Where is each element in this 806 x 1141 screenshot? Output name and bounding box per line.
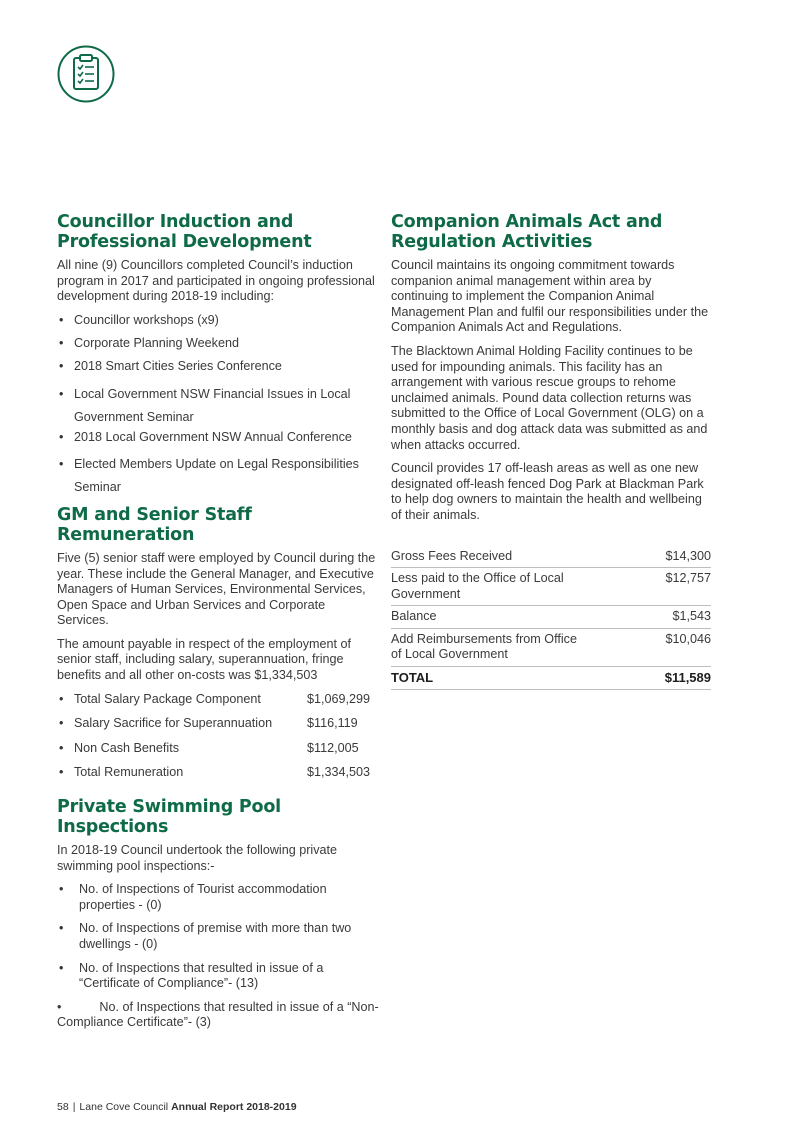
list-item: • No. of Inspections that resulted in issue of a “Certificate of Compliance”- (13) — [57, 961, 379, 992]
list-item: • Councillor workshops (x9) — [57, 313, 379, 329]
list-item: • Salary Sacrifice for Superannuation $116,119 — [57, 716, 379, 732]
list-item: • Corporate Planning Weekend — [57, 336, 379, 352]
fees-table — [391, 546, 711, 690]
table-row — [391, 568, 711, 606]
list-item: • Total Salary Package Component $1,069,299 — [57, 692, 379, 708]
pool-list — [57, 882, 379, 992]
fee-label: Balance — [391, 606, 621, 629]
remuneration-para-2: The amount payable in respect of the employment of senior staff, including salary, superannuation, fringe benefits and all other on-costs was $1,334,503 — [57, 636, 352, 683]
table-row-total — [391, 667, 711, 690]
pool-last-item: • No. of Inspections that resulted in issue of a “Non-Compliance Certificate”- (3) — [57, 999, 379, 1030]
list-item: • No. of Inspections of premise with more than two dwellings - (0) — [57, 921, 379, 952]
fee-label: Add Reimbursements from Office of Local Government — [391, 628, 621, 666]
fee-value: $1,543 — [621, 606, 711, 629]
fee-value: $10,046 — [621, 628, 711, 666]
footer-report-title: Annual Report 2018-2019 — [171, 1101, 297, 1113]
total-value: $11,589 — [621, 667, 711, 690]
left-column — [57, 212, 379, 1031]
list-item: • Local Government NSW Financial Issues in Local Government Seminar — [57, 383, 379, 429]
fee-value: $14,300 — [621, 546, 711, 568]
list-item: • Non Cash Benefits $112,005 — [57, 741, 379, 757]
table-row — [391, 606, 711, 629]
footer-council: Lane Cove Council — [79, 1101, 169, 1113]
right-column — [391, 212, 711, 690]
page-number: 58 — [57, 1101, 69, 1113]
total-label: TOTAL — [391, 667, 621, 690]
list-item: • 2018 Local Government NSW Annual Conference — [57, 430, 379, 446]
remuneration-list — [57, 692, 379, 781]
companion-para-3: Council provides 17 off-leash areas as well as one new designated off-leash fenced Dog Park at Blackman Park to help dog owners to maintain the health and wellbeing of their animals. — [391, 461, 704, 522]
induction-list — [57, 313, 379, 499]
companion-section — [391, 212, 711, 690]
table-row — [391, 628, 711, 666]
companion-heading: Companion Animals Act and Regulation Activities — [391, 212, 663, 252]
fee-label: Gross Fees Received — [391, 546, 621, 568]
pool-section — [57, 797, 379, 1031]
remuneration-heading: GM and Senior Staff Remuneration — [57, 504, 252, 545]
induction-section — [57, 212, 379, 499]
remuneration-para-1: Five (5) senior staff were employed by Council during the year. These include the General Manager, and Executive Managers of Human Services, Environmental Services, Open Space and Urban Services and Corporate Services. — [57, 550, 376, 628]
table-row — [391, 546, 711, 568]
remuneration-section — [57, 505, 379, 781]
fee-label: Less paid to the Office of Local Government — [391, 568, 621, 606]
footer-separator: | — [72, 1101, 76, 1113]
list-item: • Elected Members Update on Legal Responsibilities Seminar — [57, 453, 379, 499]
list-item: • No. of Inspections of Tourist accommodation properties - (0) — [57, 882, 379, 913]
list-item: • 2018 Smart Cities Series Conference — [57, 359, 379, 375]
induction-intro: All nine (9) Councillors completed Council’s induction program in 2017 and participated in ongoing professional development during 2018-19 including: — [57, 258, 375, 304]
clipboard-checklist-icon — [57, 45, 115, 103]
list-item: • Total Remuneration $1,334,503 — [57, 765, 379, 781]
pool-heading: Private Swimming Pool Inspections — [57, 797, 281, 838]
companion-para-2: The Blacktown Animal Holding Facility continues to be used for impounding animals. This facility has an arrangement with various rescue groups to rehome unclaimed animals. Pound data collection returns was submitted to the Office of Local Government (OLG) on a monthly basis and dog attack data was submitted as and when attacks occurred. — [391, 343, 708, 452]
companion-para-1: Council maintains its ongoing commitment towards companion animal management within area by continuing to implement the Companion Animal Management Plan and fulfil our responsibilities under the Companion Animals Act and Regulations. — [391, 258, 709, 335]
fee-value: $12,757 — [621, 568, 711, 606]
pool-intro: In 2018-19 Council undertook the following private swimming pool inspections:- — [57, 843, 338, 873]
page-footer — [57, 1101, 297, 1113]
induction-heading: Councillor Induction and Professional Development — [57, 212, 312, 252]
